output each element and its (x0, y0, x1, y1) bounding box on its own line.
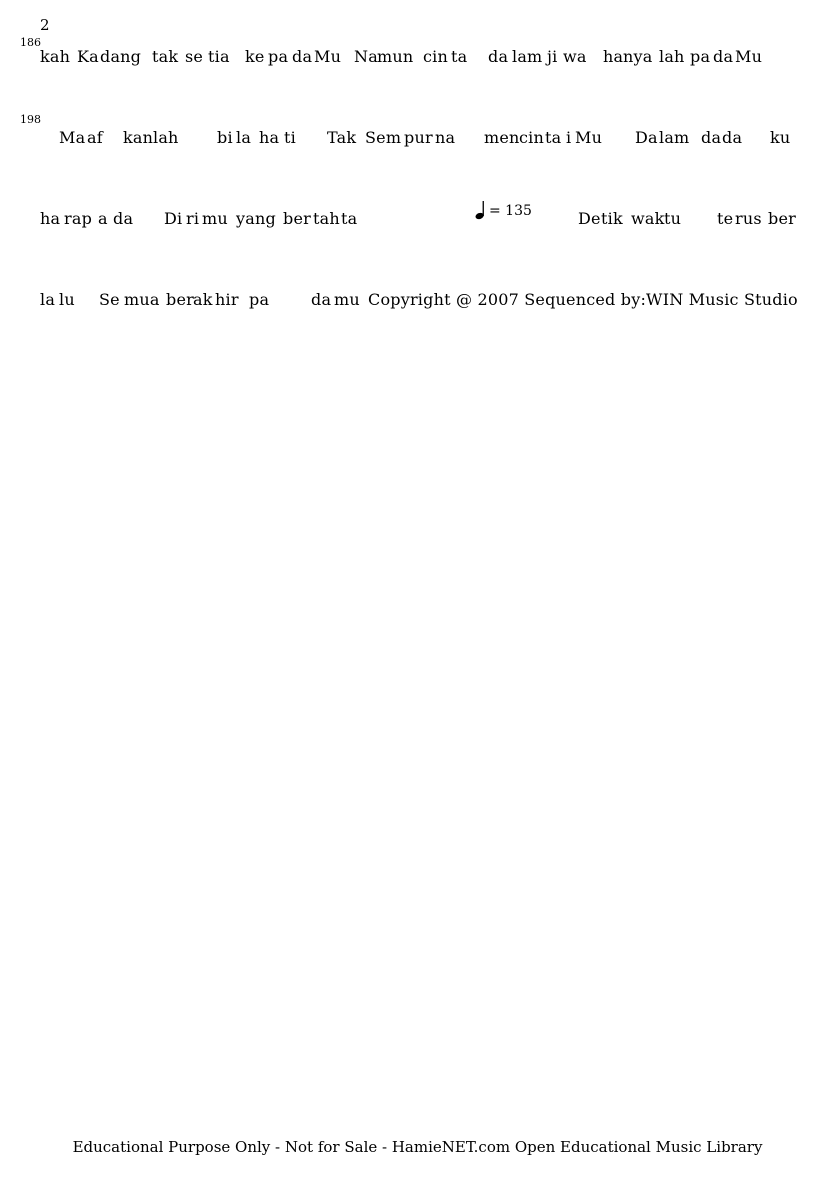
lyric-syllable: Mu (575, 128, 603, 147)
lyric-syllable: bi (217, 128, 233, 147)
lyric-syllable: da (113, 209, 134, 228)
lyric-syllable: kan (123, 128, 154, 147)
lyric-syllable: se (185, 47, 204, 66)
lyric-syllable: lu (59, 290, 75, 309)
lyric-syllable: dang (100, 47, 142, 66)
lyric-syllable: ha (40, 209, 61, 228)
lyric-syllable: Ma (59, 128, 86, 147)
lyric-syllable: ji (547, 47, 558, 66)
lyric-syllable: pa (268, 47, 289, 66)
lyric-syllable: af (87, 128, 103, 147)
lyric-syllable: mu (202, 209, 228, 228)
lyric-syllable: ta (341, 209, 358, 228)
lyric-syllable: tak (152, 47, 179, 66)
lyric-syllable: Ka (77, 47, 99, 66)
lyric-syllable: men (484, 128, 520, 147)
lyric-syllable: hir (215, 290, 239, 309)
lyric-syllable: tik (601, 209, 623, 228)
lyric-syllable: Di (164, 209, 183, 228)
lyric-syllable: ku (770, 128, 791, 147)
lyric-syllable: ha (259, 128, 280, 147)
lyric-syllable: lam (512, 47, 543, 66)
lyric-syllable: da (292, 47, 313, 66)
lyric-syllable: pur (404, 128, 433, 147)
lyric-syllable: nya (623, 47, 653, 66)
lyric-syllable: pa (690, 47, 711, 66)
tempo-marking (475, 200, 532, 220)
lyric-syllable: i (566, 128, 572, 147)
lyric-syllable: ri (186, 209, 200, 228)
lyric-syllable: mu (334, 290, 360, 309)
lyric-syllable: lah (153, 128, 179, 147)
lyric-syllable: mun (377, 47, 414, 66)
lyric-syllable: Da (635, 128, 658, 147)
measure-number: 198 (20, 113, 41, 126)
lyric-syllable: yang (236, 209, 276, 228)
lyric-syllable: ke (245, 47, 265, 66)
lyric-syllable: ak (193, 290, 213, 309)
copyright-text: Copyright @ 2007 Sequenced by:WIN Music Studio (368, 290, 798, 309)
lyric-syllable: wak (631, 209, 665, 228)
page-number: 2 (40, 16, 50, 34)
lyric-syllable: da (722, 128, 743, 147)
lyric-syllable: mua (124, 290, 160, 309)
lyric-syllable: Na (354, 47, 378, 66)
lyric-syllable: ha (603, 47, 624, 66)
lyric-syllable: wa (563, 47, 587, 66)
lyric-syllable: te (717, 209, 734, 228)
lyric-syllable: Mu (735, 47, 763, 66)
measure-number: 186 (20, 36, 41, 49)
lyric-syllable: kah (40, 47, 71, 66)
lyric-syllable: Se (99, 290, 120, 309)
lyric-syllable: lam (659, 128, 690, 147)
lyric-syllable: na (435, 128, 456, 147)
lyric-syllable: da (701, 128, 722, 147)
lyric-syllable: ber (768, 209, 796, 228)
footer-notice: Educational Purpose Only - Not for Sale - HamieNET.com Open Educational Music Library (72, 1138, 763, 1156)
lyric-syllable: ta (451, 47, 468, 66)
lyric-syllable: la (40, 290, 56, 309)
lyric-syllable: da (311, 290, 332, 309)
lyric-syllable: ber (283, 209, 311, 228)
lyric-syllable: ti (284, 128, 296, 147)
lyric-syllable: cin (423, 47, 448, 66)
lyric-syllable: ber (166, 290, 194, 309)
lyric-syllable: tah (313, 209, 340, 228)
lyric-syllable: ta (545, 128, 562, 147)
lyric-syllable: pa (249, 290, 270, 309)
lyric-syllable: rus (735, 209, 762, 228)
tempo-value: = 135 (489, 203, 532, 219)
lyric-syllable: lah (659, 47, 685, 66)
lyric-syllable: Mu (314, 47, 342, 66)
lyric-syllable: De (578, 209, 601, 228)
lyric-syllable: da (713, 47, 734, 66)
quarter-note-icon (475, 200, 487, 220)
lyric-syllable: Tak (327, 128, 357, 147)
lyric-syllable: tu (664, 209, 682, 228)
lyric-syllable: tia (208, 47, 230, 66)
lyric-syllable: la (236, 128, 252, 147)
lyric-syllable: da (488, 47, 509, 66)
lyric-syllable: cin (519, 128, 544, 147)
lyric-syllable: rap (64, 209, 93, 228)
lyric-syllable: a (98, 209, 108, 228)
lyric-syllable: Sem (365, 128, 402, 147)
